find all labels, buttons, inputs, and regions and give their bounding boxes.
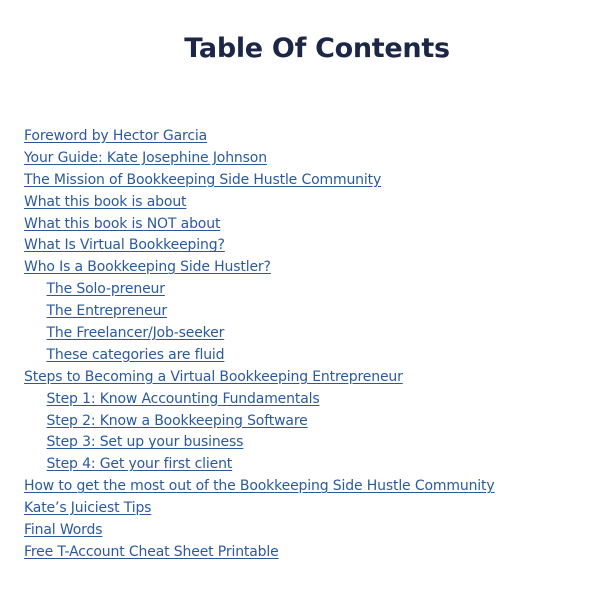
toc-link-freelancer[interactable]: The Freelancer/Job-seeker xyxy=(46,325,225,342)
toc-item xyxy=(24,124,495,146)
toc-link-solo-preneur[interactable]: The Solo-preneur xyxy=(46,281,165,298)
toc-link-side-hustler[interactable]: Who Is a Bookkeeping Side Hustler? xyxy=(24,259,271,276)
toc-link-step-1[interactable]: Step 1: Know Accounting Fundamentals xyxy=(46,390,320,407)
toc-item xyxy=(24,212,495,234)
toc-item xyxy=(24,474,495,496)
toc-subitem xyxy=(24,409,495,431)
toc-item xyxy=(24,233,495,255)
toc-link-community[interactable]: How to get the most out of the Bookkeeping Side Hustle Community xyxy=(24,478,495,495)
toc-link-step-4[interactable]: Step 4: Get your first client xyxy=(46,456,233,473)
toc-item xyxy=(24,365,495,387)
toc-item xyxy=(24,540,495,562)
toc-link-juiciest-tips[interactable]: Kate’s Juiciest Tips xyxy=(24,500,152,517)
toc-link-cheat-sheet[interactable]: Free T-Account Cheat Sheet Printable xyxy=(24,543,279,560)
toc-item xyxy=(24,496,495,518)
toc-link-final-words[interactable]: Final Words xyxy=(24,522,103,539)
toc-link-categories-fluid[interactable]: These categories are fluid xyxy=(46,346,225,363)
toc-item xyxy=(24,146,495,168)
toc-link-what-book-is-not-about[interactable]: What this book is NOT about xyxy=(24,215,221,232)
toc-item xyxy=(24,168,495,190)
toc-subitem xyxy=(24,452,495,474)
page-title: Table Of Contents xyxy=(184,33,450,64)
toc-link-step-3[interactable]: Step 3: Set up your business xyxy=(46,434,244,451)
toc-link-entrepreneur[interactable]: The Entrepreneur xyxy=(46,303,167,320)
toc-link-step-2[interactable]: Step 2: Know a Bookkeeping Software xyxy=(46,412,308,429)
toc-link-mission[interactable]: The Mission of Bookkeeping Side Hustle Community xyxy=(24,171,382,188)
toc-subitem xyxy=(24,343,495,365)
toc-link-steps[interactable]: Steps to Becoming a Virtual Bookkeeping Entrepreneur xyxy=(24,368,403,385)
table-of-contents xyxy=(24,124,495,562)
toc-subitem xyxy=(24,277,495,299)
toc-subitem xyxy=(24,387,495,409)
toc-link-virtual-bookkeeping[interactable]: What Is Virtual Bookkeeping? xyxy=(24,237,225,254)
toc-link-foreword[interactable]: Foreword by Hector Garcia xyxy=(24,128,208,144)
toc-link-what-book-is-about[interactable]: What this book is about xyxy=(24,193,187,210)
toc-link-your-guide[interactable]: Your Guide: Kate Josephine Johnson xyxy=(24,149,267,166)
toc-item xyxy=(24,255,495,277)
toc-subitem xyxy=(24,430,495,452)
toc-item xyxy=(24,518,495,540)
toc-subitem xyxy=(24,299,495,321)
toc-subitem xyxy=(24,321,495,343)
toc-item xyxy=(24,190,495,212)
